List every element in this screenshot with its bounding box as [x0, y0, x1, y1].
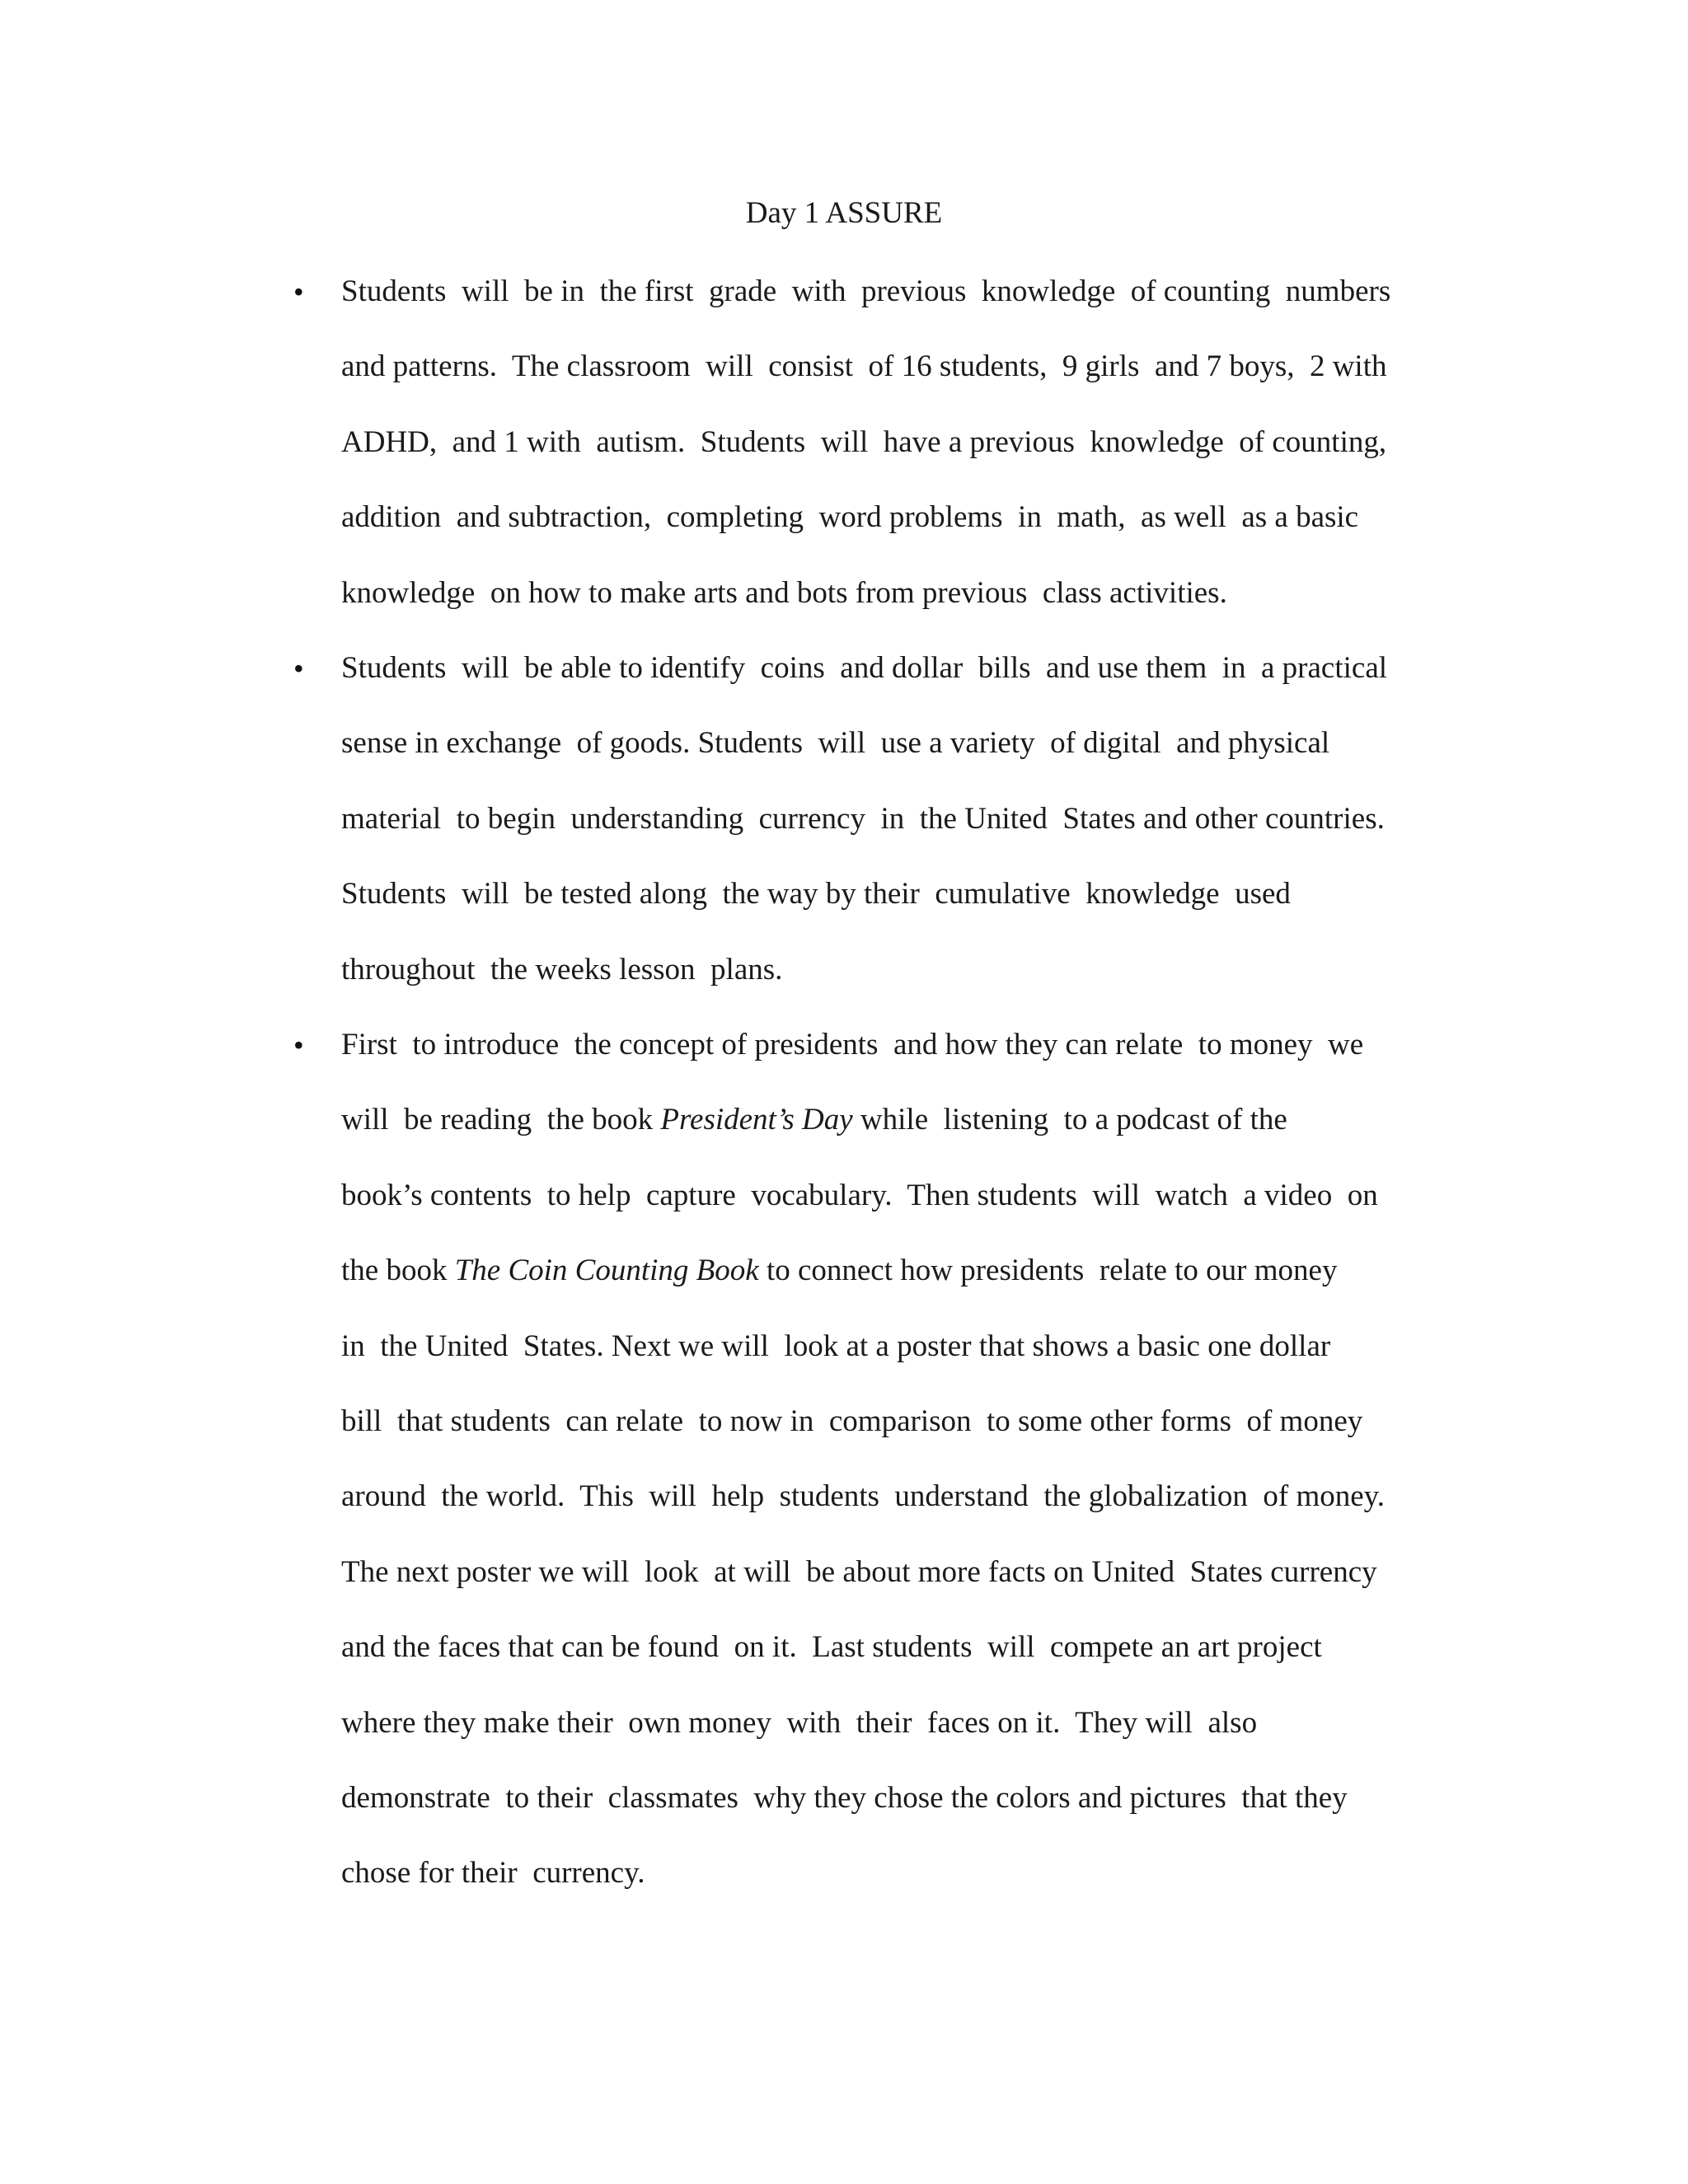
- paragraph-line: addition and subtraction, completing word problems in math, as well as a basic: [341, 500, 1359, 535]
- paragraph-line: [341, 1099, 1287, 1141]
- paragraph-line: Students will be in the first grade with previous knowledge of counting numbers: [341, 274, 1391, 308]
- paragraph-line: ADHD, and 1 with autism. Students will have a previous knowledge of counting,: [341, 424, 1387, 459]
- paragraph-line: and the faces that can be found on it. Last students will compete an art project: [341, 1630, 1322, 1665]
- bullet-marker: •: [293, 275, 304, 308]
- paragraph-line: First to introduce the concept of presidents and how they can relate to money we: [341, 1028, 1364, 1062]
- bullet-marker: •: [293, 1029, 304, 1062]
- paragraph-line: sense in exchange of goods. Students will use a variety of digital and physical: [341, 726, 1330, 761]
- paragraph-line: bill that students can relate to now in comparison to some other forms of money: [341, 1404, 1363, 1438]
- paragraph-line: [341, 1250, 1337, 1291]
- book-title: President’s Day: [660, 1103, 853, 1137]
- paragraph-line: where they make their own money with their faces on it. They will also: [341, 1705, 1258, 1740]
- paragraph-line: throughout the weeks lesson plans.: [341, 952, 783, 987]
- paragraph-line: demonstrate to their classmates why they chose the colors and pictures that they: [341, 1781, 1348, 1815]
- paragraph-line: in the United States. Next we will look at a poster that shows a basic one dollar: [341, 1329, 1331, 1363]
- paragraph-line: book’s contents to help capture vocabulary. Then students will watch a video on: [341, 1178, 1378, 1212]
- paragraph-line: material to begin understanding currency in the United States and other countries.: [341, 801, 1385, 836]
- document-title: Day 1 ASSURE: [745, 196, 943, 230]
- book-title: The Coin Counting Book: [454, 1254, 759, 1288]
- paragraph-line: Students will be tested along the way by their cumulative knowledge used: [341, 877, 1291, 912]
- paragraph-line: knowledge on how to make arts and bots from previous class activities.: [341, 575, 1227, 610]
- line-text: to connect how presidents relate to our money: [758, 1254, 1338, 1288]
- line-text: the book: [341, 1254, 455, 1288]
- paragraph-line: Students will be able to identify coins and dollar bills and use them in a practical: [341, 651, 1388, 685]
- line-text: while listening to a podcast of the: [852, 1103, 1287, 1137]
- line-text: will be reading the book: [341, 1103, 661, 1137]
- paragraph-line: chose for their currency.: [341, 1856, 645, 1891]
- paragraph-line: around the world. This will help students understand the globalization of money.: [341, 1479, 1386, 1514]
- paragraph-line: The next poster we will look at will be about more facts on United States currency: [341, 1554, 1377, 1589]
- bullet-marker: •: [293, 652, 304, 685]
- paragraph-line: and patterns. The classroom will consist of 16 students, 9 girls and 7 boys, 2 with: [341, 349, 1387, 384]
